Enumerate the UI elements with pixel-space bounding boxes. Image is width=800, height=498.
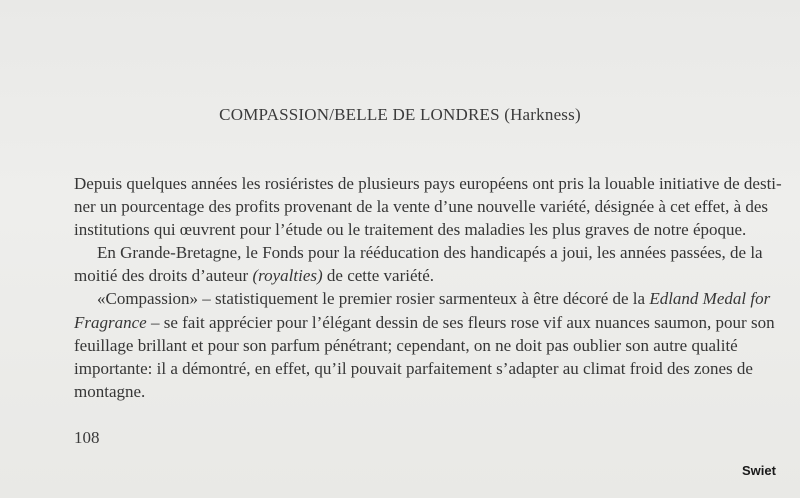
paragraph-1-line-1: Depuis quelques années les rosiéristes de plusieurs pays européens ont pris la louable initiative de desti- [74,174,782,193]
royalties-term: (royalties) [252,266,323,286]
paragraph-3-line-5: montagne. [74,381,146,401]
award-name-part-2: Fragrance [74,312,147,332]
award-name-part-1: Edland Medal for [649,289,771,309]
paragraph-2-line-2-end: de cette variété. [326,266,435,286]
paragraph-3-line-2-end: – se fait apprécier pour l’élégant dessin de ses fleurs rose vif aux nuances saumon, pour son [150,312,775,332]
paragraph-3-line-4: importante: il a démontré, en effet, qu’il pouvait parfaitement s’adapter au climat froid des zones de [74,358,753,378]
paragraph-3-line-1-start: «Compassion» – statistiquement le premier rosier sarmenteux à être décoré de la [97,289,646,309]
rose-name: COMPASSION/BELLE DE LONDRES [219,105,500,124]
breeder-name: (Harkness) [504,105,581,124]
paragraph-1-line-2: ner un pourcentage des profits provenant de la vente d’une nouvelle variété, désignée à cet effet, à des [74,197,769,217]
watermark-label: Swiet [742,463,776,478]
page-title [0,105,800,125]
paragraph-2-line-1: En Grande-Bretagne, le Fonds pour la rééducation des handicapés a joui, les années passées, de la [97,243,763,263]
body-text [74,172,800,403]
paragraph-2-line-2 [74,264,800,287]
paragraph-1-line-3: institutions qui œuvrent pour l’étude ou le traitement des maladies les plus graves de notre époque. [74,220,747,240]
paragraph-1 [74,172,800,241]
paragraph-3-line-1 [74,287,800,310]
paragraph-3 [74,287,800,402]
paragraph-2 [74,241,800,287]
page-number: 108 [74,428,100,447]
paragraph-2-line-2-start: moitié des droits d’auteur [74,266,249,286]
paragraph-3-line-3: feuillage brillant et pour son parfum pénétrant; cependant, on ne doit pas oublier son autre qualité [74,335,738,355]
paragraph-3-line-2 [74,311,800,334]
